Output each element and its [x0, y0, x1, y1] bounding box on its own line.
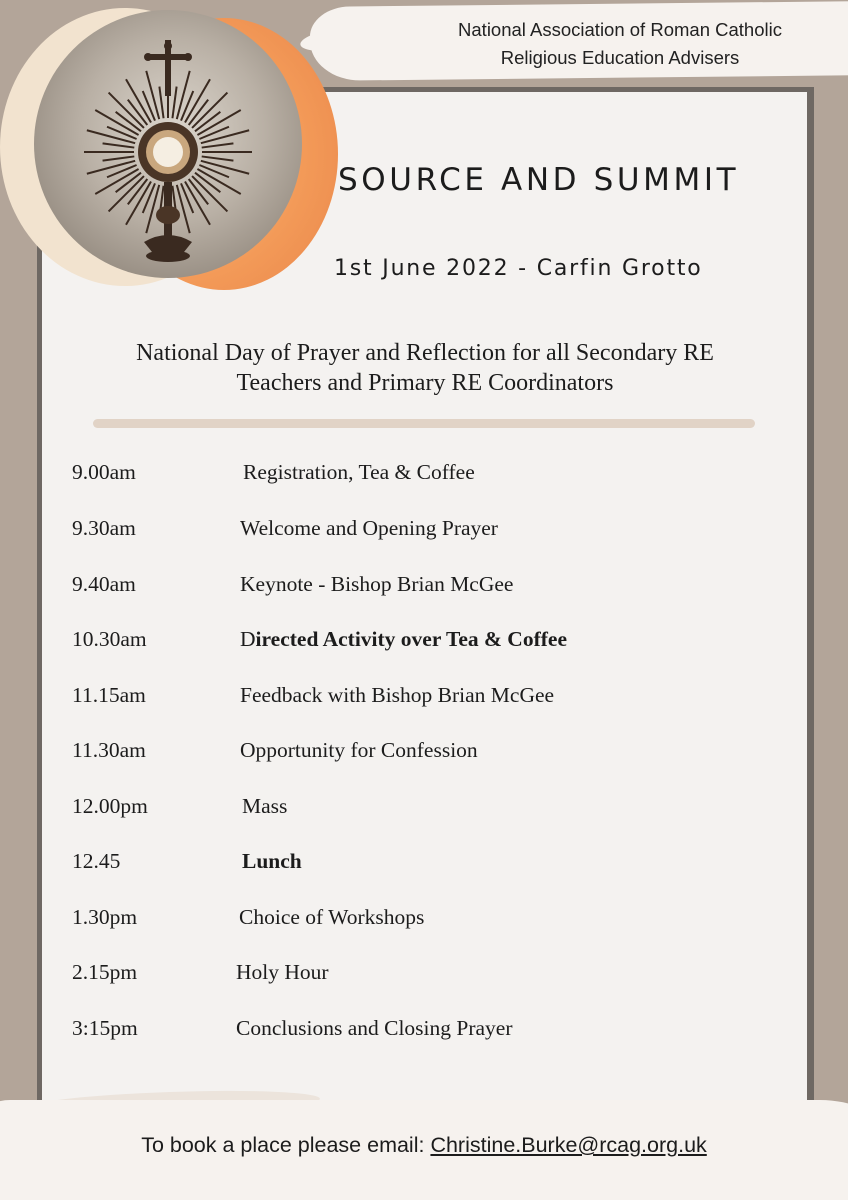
schedule-time: 2.15pm: [72, 960, 138, 984]
schedule-time: 1.30pm: [72, 905, 138, 929]
schedule-row: [72, 627, 712, 657]
event-title: SOURCE AND SUMMIT: [338, 162, 740, 198]
schedule-row: [72, 960, 712, 990]
event-subtitle: [60, 338, 790, 398]
schedule-row: [72, 572, 712, 602]
schedule-activity: [240, 627, 567, 652]
schedule-time: 3:15pm: [72, 1016, 138, 1040]
monstrance-ray: [202, 143, 234, 147]
monstrance-ray: [87, 161, 135, 174]
schedule-time: 9.00am: [72, 460, 136, 484]
monstrance-ray: [109, 176, 144, 211]
monstrance-ray: [202, 156, 234, 160]
schedule-activity: Keynote - Bishop Brian McGee: [240, 572, 514, 596]
schedule-time: 9.30am: [72, 516, 136, 540]
schedule-time: 10.30am: [72, 627, 147, 651]
monstrance-ray: [177, 71, 190, 119]
schedule-activity: Lunch: [242, 849, 302, 873]
monstrance-ray: [201, 130, 249, 143]
email-link[interactable]: Christine.Burke@rcag.org.uk: [430, 1133, 707, 1157]
schedule-row: [72, 683, 712, 713]
monstrance-icon: [34, 10, 302, 278]
booking-line: [0, 1133, 848, 1158]
monstrance-ray: [201, 161, 249, 174]
schedule-activity: Mass: [242, 794, 288, 818]
monstrance-ray: [146, 71, 159, 119]
schedule-row: [72, 849, 712, 879]
monstrance-ray: [159, 87, 163, 119]
schedule-row: [72, 516, 712, 546]
booking-text: To book a place please email:: [141, 1133, 431, 1157]
schedule-row: [72, 794, 712, 824]
monstrance-image: [34, 10, 302, 278]
monstrance-ray: [87, 130, 135, 143]
association-line-2: Religious Education Advisers: [500, 47, 740, 68]
association-line-1: National Association of Roman Catholic: [458, 19, 782, 40]
monstrance-ray: [192, 176, 227, 211]
divider: [93, 419, 755, 428]
schedule-row: [72, 460, 712, 490]
schedule-activity: Welcome and Opening Prayer: [240, 516, 498, 540]
subtitle-line-1: National Day of Prayer and Reflection for all Secondary RE: [136, 340, 714, 366]
schedule-activity: Opportunity for Confession: [240, 738, 478, 762]
schedule-time: 11.30am: [72, 738, 146, 762]
schedule-activity: Choice of Workshops: [239, 905, 425, 929]
monstrance-ray: [177, 185, 190, 233]
schedule-activity-bold: irected Activity over Tea & Coffee: [255, 627, 567, 651]
schedule-time: 9.40am: [72, 572, 136, 596]
event-date-location: 1st June 2022 - Carfin Grotto: [334, 256, 703, 281]
schedule-activity: Holy Hour: [236, 960, 329, 984]
subtitle-line-2: Teachers and Primary RE Coordinators: [236, 370, 614, 396]
schedule-row: [72, 1016, 712, 1046]
schedule-row: [72, 738, 712, 768]
schedule-time: 11.15am: [72, 683, 146, 707]
monstrance-ray: [172, 87, 176, 119]
schedule-time: 12.45: [72, 849, 121, 873]
monstrance-ray: [146, 185, 159, 233]
schedule-activity: Feedback with Bishop Brian McGee: [240, 683, 555, 707]
schedule-activity-prefix: D: [240, 627, 256, 651]
schedule-time: 12.00pm: [72, 794, 148, 818]
monstrance-ray: [103, 143, 135, 147]
association-name: [410, 16, 830, 72]
monstrance-ray: [109, 93, 144, 128]
monstrance-ray: [192, 93, 227, 128]
monstrance-ray: [103, 156, 135, 160]
schedule-row: [72, 905, 712, 935]
schedule-activity: Conclusions and Closing Prayer: [236, 1016, 513, 1040]
schedule-activity: Registration, Tea & Coffee: [243, 460, 475, 484]
